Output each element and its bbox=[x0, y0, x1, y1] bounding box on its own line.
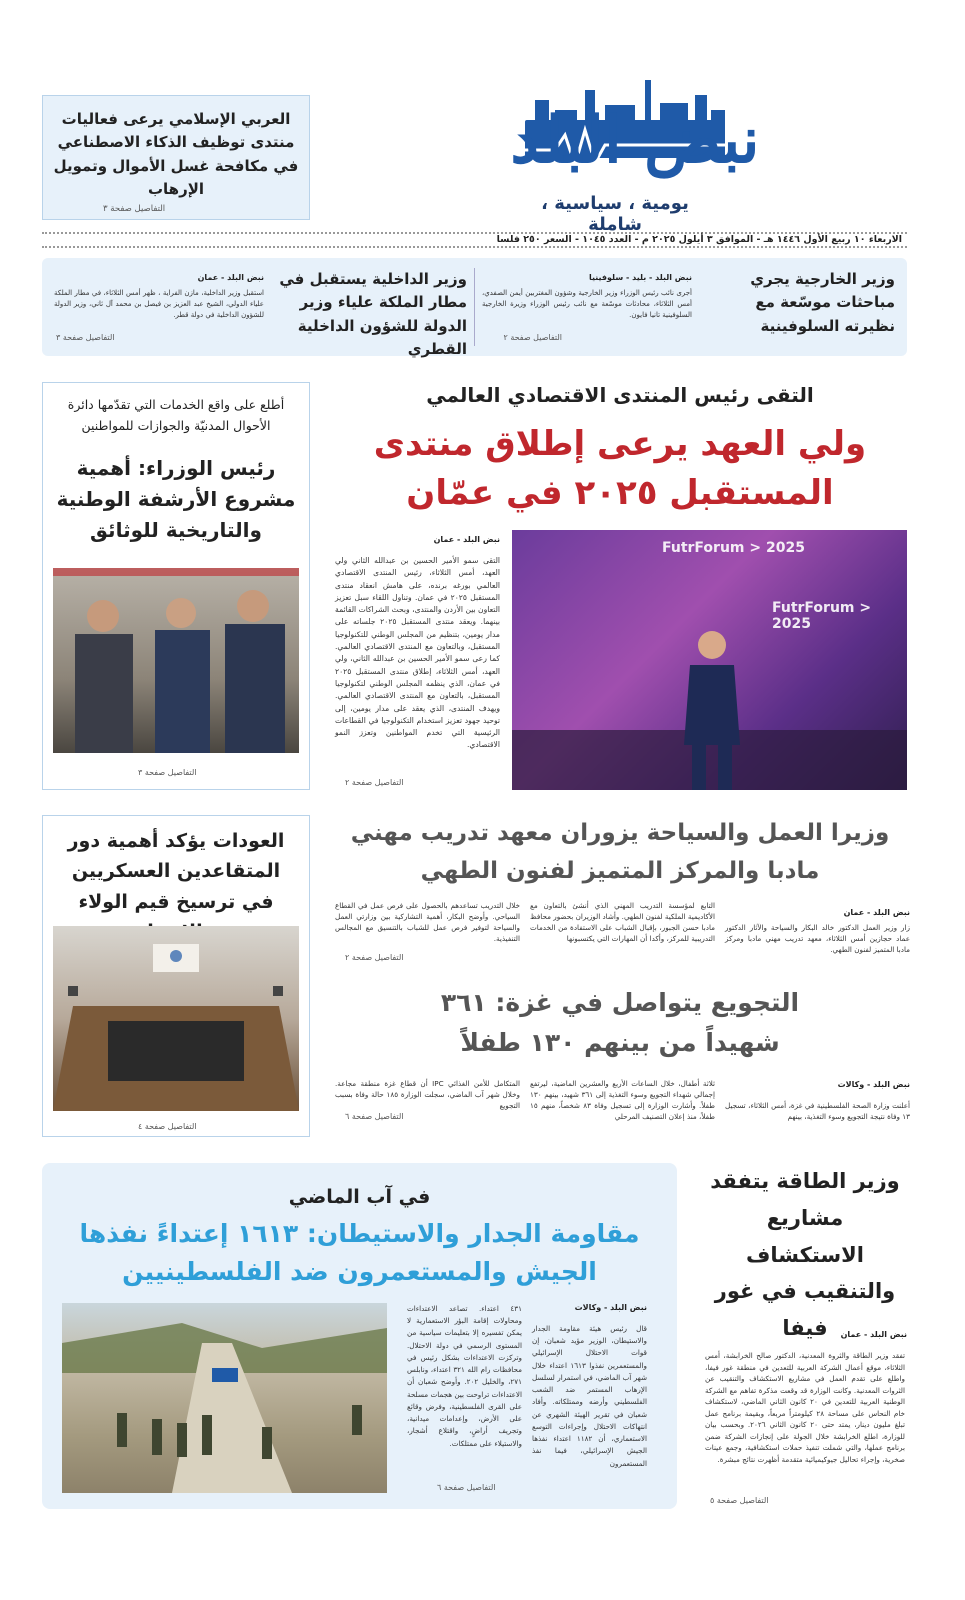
labor-details: التفاصيل صفحة ٢ bbox=[345, 953, 404, 962]
lead-kicker: التقى رئيس المنتدى الاقتصادي العالمي bbox=[426, 383, 814, 407]
meeting-hall-icon bbox=[53, 926, 299, 1111]
energy-byline: نبض البلد - عمان bbox=[840, 1330, 907, 1339]
date-line: الاربعاء ١٠ ربيع الأول ١٤٤٦ هـ - الموافق ٣ أيلول ٢٠٢٥ م - العدد ١٠٤٥ - السعر ٢٥٠ فلسا bbox=[496, 234, 902, 245]
bottom-kicker: في آب الماضي bbox=[288, 1186, 431, 1208]
strip-right-headline: وزير الخارجية يجري مباحثات موسّعة مع نظيرته السلوفينية bbox=[750, 270, 895, 335]
labor-byline: نبض البلد - عمان bbox=[843, 908, 910, 917]
strip-left-headline: وزير الداخلية يستقبل في مطار الملكة علياء وزير الدولة للشؤون الداخلية القطري bbox=[279, 270, 467, 358]
pm-box bbox=[42, 382, 310, 790]
labor-col-1: زار وزير العمل الدكتور خالد البكار والسياحة والآثار الدكتور عماد حجازين أمس الثلاثاء، معهد تدريب مهني مادبا ومركز مادبا المتميز لفنون الطهي. bbox=[725, 923, 910, 955]
masthead-tagline: يومية ، سياسية ، شاملة bbox=[541, 193, 689, 235]
gaza-headline: التجويع يتواصل في غزة: ٣٦١ شهيداً من بينهم ١٣٠ طفلاً bbox=[440, 988, 800, 1057]
strip-left-body: استقبل وزير الداخلية، مازن الفراية ، ظهر أمس الثلاثاء، في مطار الملكة علياء الدولي، الشيخ عبد العزيز بن فيصل بن محمد آل ثاني، وزير الدولة للشؤون الداخلية في دولة قطر. bbox=[54, 289, 264, 319]
labor-headline: وزيرا العمل والسياحة يزوران معهد تدريب مهني مادبا والمركز المتميز لفنون الطهي bbox=[350, 820, 890, 884]
lead-headline: ولي العهد يرعى إطلاق منتدى المستقبل ٢٠٢٥ في عمّان bbox=[373, 424, 867, 514]
masthead bbox=[355, 75, 915, 235]
photo-banner: FutrForum > 2025 bbox=[772, 600, 872, 632]
bottom-details: التفاصيل صفحة ٦ bbox=[437, 1483, 496, 1492]
photo-banner: FutrForum > 2025 bbox=[662, 540, 805, 556]
strip-divider bbox=[474, 268, 475, 346]
speaker-figure-icon bbox=[512, 530, 907, 790]
energy-headline: وزير الطاقة يتفقد مشاريع الاستكشاف والتنقيب في غور فيفا bbox=[710, 1169, 900, 1340]
lead-body: التقى سمو الأمير الحسين بن عبدالله الثاني ولي العهد، أمس الثلاثاء، رئيس المنتدى الاقتصادي العالمي بورغه برنده، على هامش انعقاد منتدى المستقبل ٢٠٢٥ في عمان. وتناول اللقاء سبل تعزيز التعاون بين الأردن والمنتدى، وبحث الشراكات القائمة بينهما. ويعقد منتدى المستقبل ٢٠٢٥ جلساته على مدار يومين، بتنظيم من المجلس الوطني للتكنولوجيا المستقبل، وبالتعاون مع المنتدى الاقتصادي العالمي. كما رعى سمو الأمير الحسين بن عبدالله الثاني، ولي العهد، أمس الثلاثاء، إطلاق منتدى المستقبل ٢٠٢٥ في عمان، الذي ينظمه المجلس الوطني لتكنولوجيا المستقبل، بالتعاون مع المنتدى الاقتصادي العالمي. ويهدف المنتدى، الذي يعقد على مدار يومين، إلى توحيد جهود تعزيز استخدام التكنولوجيا في القطاعات الرئيسية التي تخدم المواطنين وتعزز النمو الاقتصادي. bbox=[335, 556, 500, 750]
gaza-columns bbox=[335, 1078, 910, 1123]
strip-right-body: أجرى نائب رئيس الوزراء وزير الخارجية وشؤون المغتربين أيمن الصفدي، أمس الثلاثاء، محادثات موسّعة مع نائب رئيس الوزراء وزيرة الخارجية السلوفينية تانيا فايون. bbox=[482, 289, 692, 319]
bottom-col-2: ٤٣١ اعتداء. تصاعد الاعتداءات ومحاولات إقامة البؤر الاستعمارية لا يمكن تفسيره إلا بتعليمات سياسية من المستوى الرسمي في دولة الاحتلال. وتركزت الاعتداءات بشكل رئيس في محافظات رام الله ٣٢١ اعتداء، ونابلس ٢٧١، والخليل ٢٠٢. وأوضح شعبان أن الاعتداءات تراوحت بين هجمات مسلحة على القرى الفلسطينية، وفرض وقائع على الأرض، وإعدامات ميدانية، وتجريف أراضٍ، واقتلاع أشجار، والاستيلاء على ممتلكات. bbox=[407, 1304, 522, 1448]
bottom-photo bbox=[62, 1303, 387, 1493]
soldiers-scene-icon bbox=[62, 1303, 387, 1493]
pm-kicker: أطلع على واقع الخدمات التي تقدّمها دائرة الأحوال المدنيّة والجوازات للمواطنين bbox=[67, 397, 285, 433]
odat-headline: العودات يؤكد أهمية دور المتقاعدين العسكريين في ترسيخ قيم الولاء bbox=[67, 830, 285, 913]
pm-details: التفاصيل صفحة ٣ bbox=[138, 768, 197, 777]
bottom-byline: نبض البلد - وكالات bbox=[574, 1303, 647, 1312]
top-box-headline: العربي الإسلامي يرعى فعاليات منتدى توظيف الذكاء الاصطناعي في مكافحة غسل الأموال وتمويل الإرهاب bbox=[53, 110, 299, 198]
labor-col-2: التابع لمؤسسة التدريب المهني الذي أنشئ بالتعاون مع الأكاديمية الملكية لفنون الطهي. وأشاد الوزيران بحضور محافظ مادبا حسن الجبور، بإقبال الشباب على الاستفادة من الخدمات التدريبية للمركز، وأكدا أن المهارات التي يكتسبونها bbox=[530, 901, 715, 944]
date-strip bbox=[42, 232, 907, 248]
top-left-box bbox=[42, 95, 310, 220]
labor-columns bbox=[335, 900, 910, 955]
lead-photo bbox=[512, 530, 907, 790]
gaza-details: التفاصيل صفحة ٦ bbox=[345, 1112, 404, 1121]
pm-headline: رئيس الوزراء: أهمية مشروع الأرشفة الوطنية والتاريخية للوثائق bbox=[56, 456, 296, 542]
odat-photo bbox=[53, 926, 299, 1111]
energy-body: تفقد وزير الطاقة والثروة المعدنية، الدكتور صالح الخرابشة، أمس الثلاثاء، موقع أعمال الشركة العربية للتعدين في منطقة غور فيفا، واطلع على تقدم العمل في مشاريع الاستكشاف والتنقيب عن الثروات المعدنية. وكانت الوزارة قد وقعت مذكرة تفاهم مع الشركة الوطنية العربية للتعدين في ٢٠ كانون الثاني الماضي، لاستكشاف خام النحاس على مساحة ٢٨ كيلومتراً مربعاً، وبقيمة برنامج عمل تبلغ مليون دينار، يمتد حتى ٢٠ كانون الثاني ٢٠٢٦. وبحسب بيان للوزارة، اطلع الخرابشة خلال الجولة على إنجازات الشركة ضمن برنامج عملها، والتي شملت تنفيذ حملات استكشافية، وجمع عينات صخرية، وإجراء تحاليل جيوكيميائية متقدمة أظهرت نتائج مبشرة. bbox=[705, 1351, 906, 1464]
strip-right-details: التفاصيل صفحة ٢ bbox=[503, 333, 562, 342]
masthead-title: نبض البلد bbox=[510, 103, 760, 178]
bottom-headline: مقاومة الجدار والاستيطان: ١٦١٣ إعتداءً نفذها الجيش والمستعمرون ضد الفلسطينيين bbox=[79, 1219, 640, 1286]
lead-byline: نبض البلد - عمان bbox=[433, 535, 500, 544]
energy-details: التفاصيل صفحة ٥ bbox=[710, 1496, 769, 1505]
gaza-byline: نبض البلد - وكالات bbox=[837, 1080, 910, 1089]
pm-photo bbox=[53, 568, 299, 753]
gaza-col-1: أعلنت وزارة الصحة الفلسطينية في غزة، أمس الثلاثاء، تسجيل ١٣ وفاة نتيجة التجويع وسوء التغذية، بينهم bbox=[725, 1101, 910, 1122]
gaza-col-2: ثلاثة أطفال، خلال الساعات الأربع والعشرين الماضية، ليرتفع إجمالي شهداء التجويع وسوء التغذية إلى ٣٦١ شهيد، بينهم ١٣٠ طفلاً. وأشارت الوزارة إلى تسجيل وفاة ٨٣ شخصاً، منهم ١٥ طفلاً، منذ إعلان التصنيف المرحلي bbox=[530, 1079, 715, 1122]
bottom-panel bbox=[42, 1163, 677, 1509]
top-box-details: التفاصيل صفحة ٣ bbox=[103, 204, 166, 214]
odat-box bbox=[42, 815, 310, 1137]
strip-right-byline: نبض البلد - بليد - سلوفينيا bbox=[589, 273, 692, 282]
strip-left-details: التفاصيل صفحة ٣ bbox=[56, 333, 115, 342]
bottom-col-1: قال رئيس هيئة مقاومة الجدار والاستيطان، الوزير مؤيد شعبان، إن قوات الاحتلال الإسرائيلي والمستعمرين نفذوا ١٦١٣ اعتداء خلال شهر آب الماضي، في استمرار لسلسل الإرهاب المستمر ضد الشعب الفلسطيني وأرضه وممتلكاته. وأفاد شعبان في تقرير الهيئة الشهري عن انتهاكات الاحتلال وإجراءات التوسع الاستعماري، أن ١١٨٢ اعتداء نفذها الجيش الإسرائيلي، فيما نفذ المستعمرون bbox=[532, 1324, 647, 1468]
top-news-strip bbox=[42, 258, 907, 356]
odat-details: التفاصيل صفحة ٤ bbox=[138, 1122, 197, 1131]
strip-left-byline: نبض البلد - عمان bbox=[197, 273, 264, 282]
lead-details: التفاصيل صفحة ٢ bbox=[345, 778, 404, 787]
gaza-col-3: المتكامل للأمن الغذائي IPC أن قطاع غزة منطقة مجاعة. وخلال شهر آب الماضي، سجلت الوزارة ١٨٥ حالة وفاة بسبب التجويع bbox=[335, 1079, 520, 1111]
labor-col-3: خلال التدريب تساعدهم بالحصول على فرص عمل في القطاع السياحي. وأوضح البكار، أهمية التشاركية بين وزارتي العمل والسياحة لتوفير فرص عمل للشباب بالتنسيق مع المجالس التنفيذية. bbox=[335, 901, 520, 944]
officials-group-icon bbox=[53, 568, 299, 753]
